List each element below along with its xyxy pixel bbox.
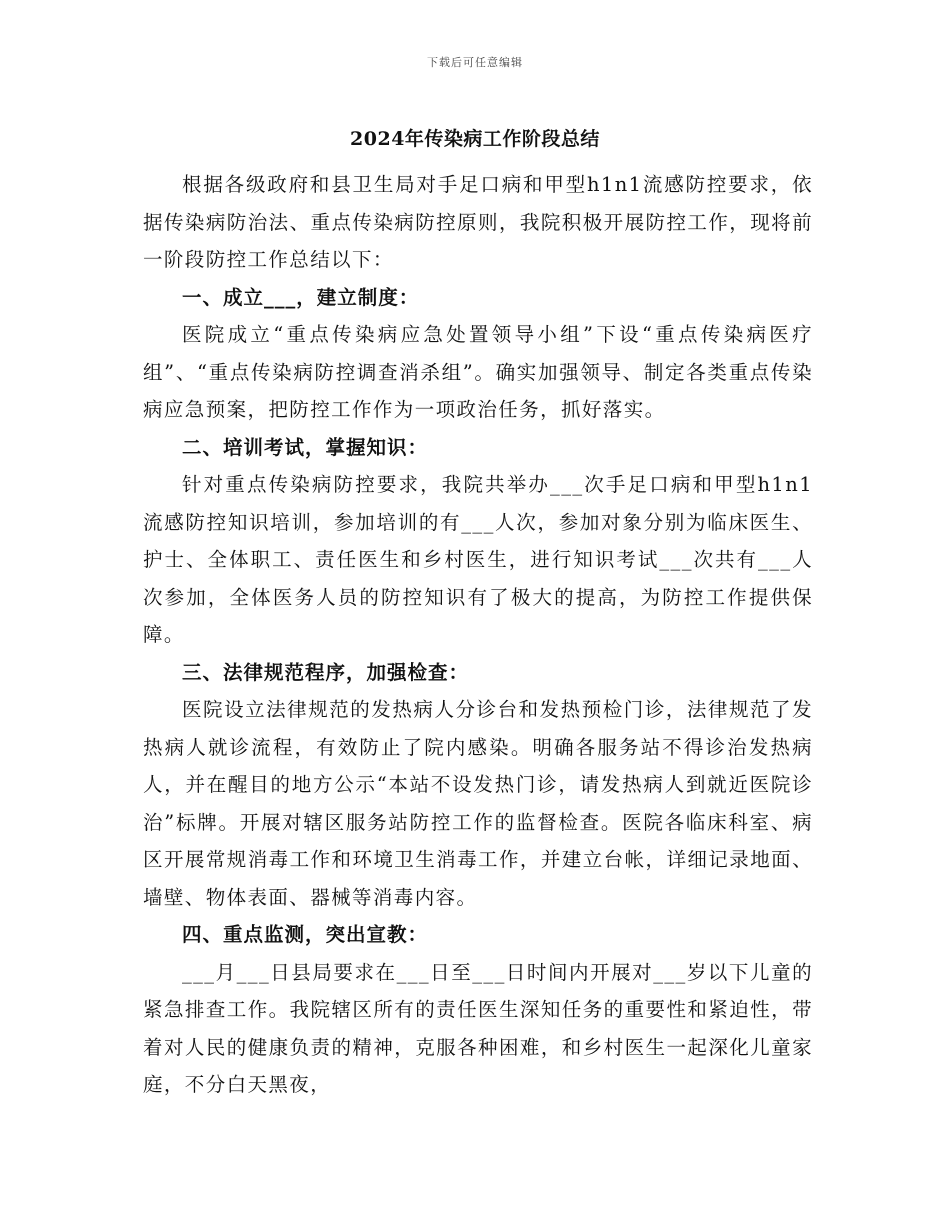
section-body-1: 医院成立“重点传染病应急处置领导小组”下设“重点传染病医疗组”、“重点传染病防控调查消杀组”。确实加强领导、制定各类重点传染病应急预案，把防控工作作为一项政治任务，抓好落实。	[143, 323, 813, 421]
intro-paragraph: 根据各级政府和县卫生局对手足口病和甲型h1n1流感防控要求，依据传染病防治法、重点传染病防控原则，我院积极开展防控工作，现将前一阶段防控工作总结以下：	[143, 173, 813, 271]
document-body	[143, 166, 813, 1104]
page-header-note: 下载后可任意编辑	[427, 56, 523, 69]
section-body-4: ___月___日县局要求在___日至___日时间内开展对___岁以下儿童的紧急排查工作。我院辖区所有的责任医生深知任务的重要性和紧迫性，带着对人民的健康负责的精神，克服各种困难，和乡村医生一起深化儿童家庭，不分白天黑夜，	[143, 960, 813, 1096]
document-title: 2024年传染病工作阶段总结	[350, 128, 600, 150]
section-body-3: 医院设立法律规范的发热病人分诊台和发热预检门诊，法律规范了发热病人就诊流程，有效防止了院内感染。明确各服务站不得诊治发热病人，并在醒目的地方公示“本站不设发热门诊，请发热病人到就近医院诊治”标牌。开展对辖区服务站防控工作的监督检查。医院各临床科室、病区开展常规消毒工作和环境卫生消毒工作，并建立台帐，详细记录地面、墙壁、物体表面、器械等消毒内容。	[143, 698, 813, 909]
section-heading-3: 三、法律规范程序，加强检查：	[182, 660, 470, 684]
section-heading-4: 四、重点监测，突出宣教：	[182, 923, 429, 946]
section-heading-1: 一、成立___，建立制度：	[182, 285, 420, 309]
section-heading-2: 二、培训考试，掌握知识：	[182, 435, 429, 459]
section-body-2: 针对重点传染病防控要求，我院共举办___次手足口病和甲型h1n1流感防控知识培训，参加培训的有___人次，参加对象分别为临床医生、护士、全体职工、责任医生和乡村医生，进行知识考试___次共有___人次参加，全体医务人员的防控知识有了极大的提高，为防控工作提供保障。	[143, 473, 813, 646]
